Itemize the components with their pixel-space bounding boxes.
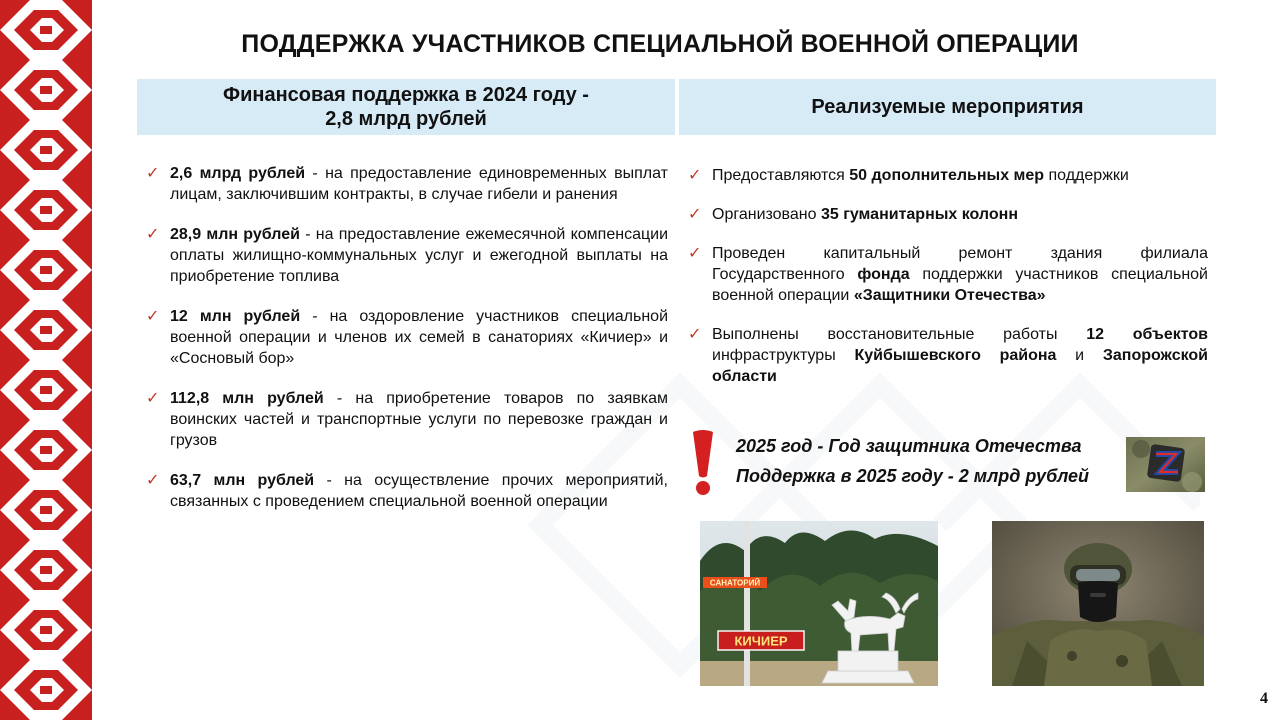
- item-text: инфраструктуры: [712, 347, 855, 364]
- item-bold: фонда: [857, 266, 910, 283]
- amount: 28,9 млн рублей: [170, 226, 300, 243]
- item-text: - на предоставление ежемесячной компенсации оплаты жилищно-коммунальных услуг и ежегодной выплаты на приобретение топлива: [170, 226, 669, 285]
- financial-support-header: [137, 79, 675, 135]
- item-text: - на оздоровление участников специальной военной операции и членов их семей в санаториях «Кичиер» и «Сосновый бор»: [170, 308, 669, 367]
- check-icon: ✓: [688, 167, 702, 184]
- check-icon: ✓: [688, 326, 702, 343]
- sign-top-text: САНАТОРИЙ: [709, 578, 761, 588]
- check-icon: ✓: [146, 165, 160, 182]
- amount: 12 млн рублей: [170, 308, 301, 325]
- list-item: [686, 324, 1208, 387]
- check-icon: ✓: [146, 308, 160, 325]
- check-icon: ✓: [688, 206, 702, 223]
- list-item: [144, 388, 668, 451]
- check-icon: ✓: [146, 472, 160, 489]
- check-icon: ✓: [688, 245, 702, 262]
- sign-main-text: КИЧИЕР: [734, 633, 788, 649]
- item-bold: 50 дополнительных мер: [849, 167, 1045, 184]
- amount: 63,7 млн рублей: [170, 472, 315, 489]
- sanatorium-photo: [700, 521, 938, 686]
- check-icon: ✓: [146, 226, 160, 243]
- list-item: [144, 306, 668, 369]
- item-bold: Куйбышевского района: [854, 347, 1057, 364]
- page-number: 4: [1260, 690, 1268, 707]
- ornament-border: [0, 0, 92, 720]
- item-text: поддержки: [1044, 167, 1129, 184]
- activities-header: Реализуемые мероприятия: [679, 79, 1216, 135]
- list-item: [144, 163, 668, 205]
- item-text: - на приобретение товаров по заявкам воинских частей и транспортные услуги по перевозке граждан и грузов: [170, 390, 668, 449]
- financial-support-list: [144, 163, 668, 531]
- item-text: и: [1056, 347, 1103, 364]
- item-text: - на осуществление прочих мероприятий, связанных с проведением специальной военной операции: [170, 472, 668, 510]
- item-bold: 35 гуманитарных колонн: [820, 206, 1018, 223]
- item-text: Выполнены восстановительные работы: [712, 326, 1087, 343]
- item-text: Организовано: [712, 206, 821, 223]
- item-bold: «Защитники Отечества»: [853, 287, 1046, 304]
- activities-list: [686, 165, 1208, 405]
- item-text: Предоставляются: [712, 167, 850, 184]
- support-2025-line: Поддержка в 2025 году - 2 млрд рублей: [736, 466, 1090, 486]
- item-text: - на предоставление единовременных выплат лицам, заключившим контракты, в случае гибели и ранения: [170, 165, 669, 203]
- exclamation-icon: [688, 430, 718, 496]
- list-item: [686, 165, 1208, 186]
- list-item: [686, 243, 1208, 306]
- item-text: Проведен капитальный ремонт здания филиала Государственного: [712, 245, 1208, 283]
- item-bold: 12 объектов: [1086, 326, 1208, 343]
- z-patch-icon: [1126, 437, 1205, 492]
- page-title: ПОДДЕРЖКА УЧАСТНИКОВ СПЕЦИАЛЬНОЙ ВОЕННОЙ ОПЕРАЦИИ: [241, 30, 1079, 58]
- financial-support-header-line1: Финансовая поддержка в 2024 году -: [223, 84, 589, 106]
- list-item: [144, 224, 668, 287]
- soldier-photo: [992, 521, 1204, 686]
- list-item: [686, 204, 1208, 225]
- check-icon: ✓: [146, 390, 160, 407]
- year-of-defender-line: 2025 год - Год защитника Отечества: [736, 436, 1082, 456]
- item-bold: Запорожской области: [712, 347, 1208, 385]
- financial-support-header-line2: 2,8 млрд рублей: [325, 108, 487, 130]
- amount: 2,6 млрд рублей: [170, 165, 306, 182]
- list-item: [144, 470, 668, 512]
- amount: 112,8 млн рублей: [170, 390, 324, 407]
- item-text: поддержки участников специальной военной операции: [712, 266, 1208, 304]
